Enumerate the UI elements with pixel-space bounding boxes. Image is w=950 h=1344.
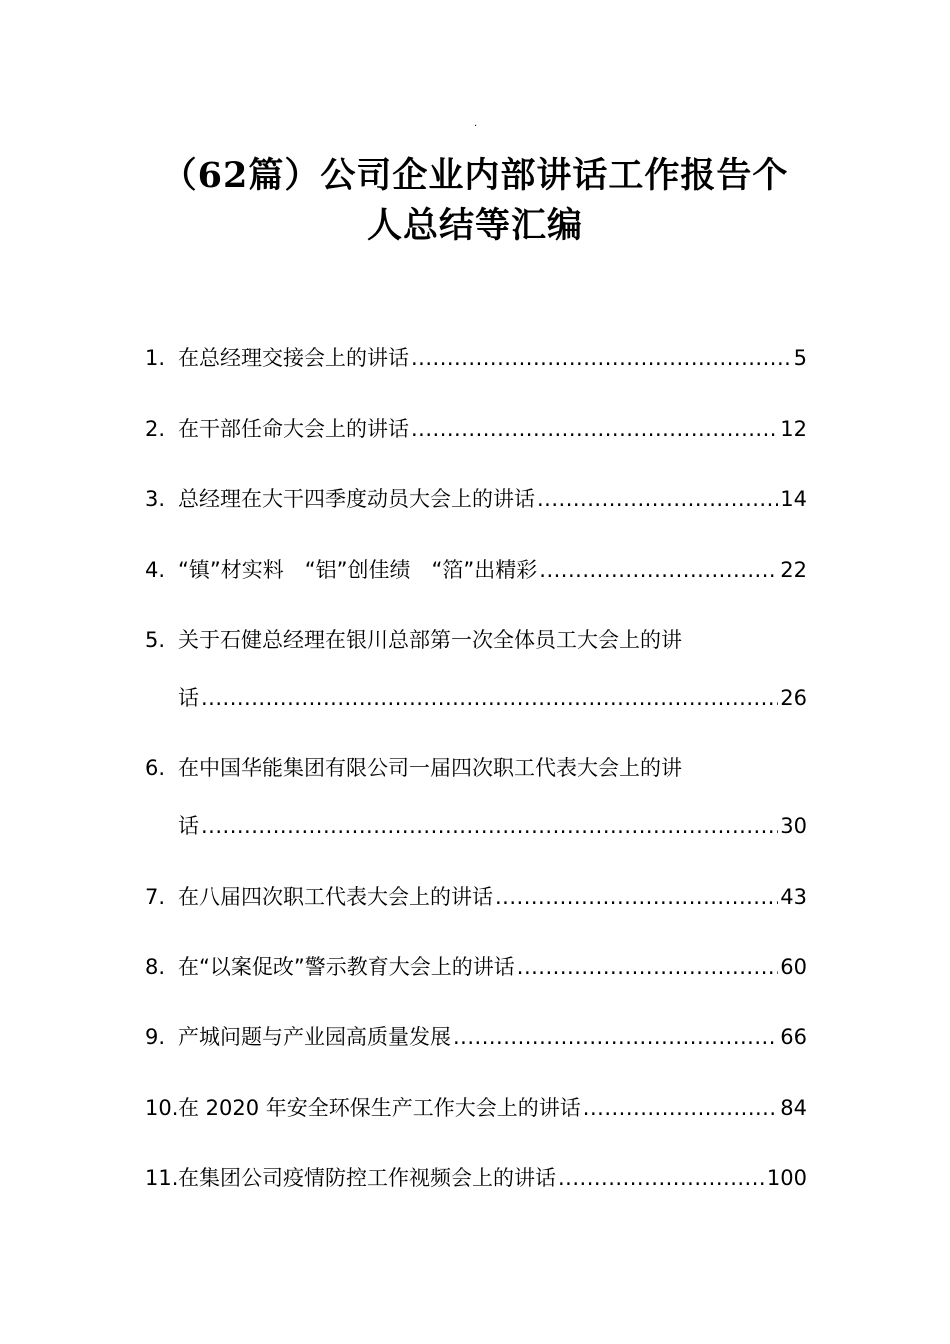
toc-entry-page: 26 — [780, 686, 807, 710]
toc-entry-10[interactable] — [145, 1093, 807, 1123]
toc-entry-number: 3. — [145, 487, 166, 511]
dot-leader — [495, 882, 778, 912]
toc-entry-number: 10. — [145, 1096, 179, 1120]
toc-entry-page: 66 — [780, 1025, 807, 1049]
toc-entry-1[interactable] — [145, 343, 807, 373]
dot-leader — [537, 484, 778, 514]
document-title-line-1: （62篇）公司企业内部讲话工作报告个 — [161, 155, 789, 196]
toc-entry-4[interactable] — [145, 555, 807, 585]
toc-entry-title-continued: 话 — [178, 686, 199, 710]
dot-leader — [201, 811, 778, 841]
toc-entry-number: 1. — [145, 346, 166, 370]
toc-entry-page: 14 — [780, 487, 807, 511]
toc-entry-number: 11. — [145, 1166, 179, 1190]
dot-leader — [411, 343, 792, 373]
toc-entry-page: 5 — [793, 346, 807, 370]
toc-entry-page: 30 — [780, 814, 807, 838]
dot-leader — [583, 1093, 778, 1123]
dot-leader — [453, 1022, 778, 1052]
toc-entry-title: 在 2020 年安全环保生产工作大会上的讲话 — [178, 1096, 581, 1120]
toc-entry-number: 2. — [145, 417, 166, 441]
toc-entry-title: 在总经理交接会上的讲话 — [178, 346, 409, 370]
toc-entry-title: 在八届四次职工代表大会上的讲话 — [178, 885, 493, 909]
toc-entry-page: 100 — [766, 1166, 807, 1190]
toc-entry-number: 5. — [145, 628, 166, 652]
toc-entry-7[interactable] — [145, 882, 807, 912]
toc-entry-title: 总经理在大干四季度动员大会上的讲话 — [178, 487, 535, 511]
toc-entry-11[interactable] — [145, 1163, 807, 1193]
toc-entry-2[interactable] — [145, 414, 807, 444]
toc-entry-title: 关于石健总经理在银川总部第一次全体员工大会上的讲 — [178, 628, 682, 652]
document-title-line-2: 人总结等汇编 — [366, 205, 583, 246]
dot-leader — [411, 414, 778, 444]
toc-entry-title: 产城问题与产业园高质量发展 — [178, 1025, 451, 1049]
toc-entry-number: 8. — [145, 955, 166, 979]
toc-entry-title: 在“以案促改”警示教育大会上的讲话 — [178, 955, 515, 979]
toc-entry-page: 60 — [780, 955, 807, 979]
toc-entry-page: 12 — [780, 417, 807, 441]
toc-entry-number: 9. — [145, 1025, 166, 1049]
toc-entry-3[interactable] — [145, 484, 807, 514]
toc-entry-page: 43 — [780, 885, 807, 909]
dot-leader — [558, 1163, 765, 1193]
toc-entry-title: “镇”材实料 “铝”创佳绩 “箔”出精彩 — [178, 558, 538, 582]
toc-entry-6[interactable] — [145, 753, 807, 841]
toc-entry-page: 84 — [780, 1096, 807, 1120]
toc-entry-title: 在干部任命大会上的讲话 — [178, 417, 409, 441]
toc-entry-5[interactable] — [145, 625, 807, 713]
toc-entry-page: 22 — [780, 558, 807, 582]
toc-entry-number: 4. — [145, 558, 166, 582]
toc-entry-title: 在中国华能集团有限公司一届四次职工代表大会上的讲 — [178, 756, 682, 780]
toc-entry-number: 6. — [145, 756, 166, 780]
dot-leader — [201, 683, 778, 713]
toc-entry-title-continued: 话 — [178, 814, 199, 838]
toc-entry-number: 7. — [145, 885, 166, 909]
toc-entry-8[interactable] — [145, 952, 807, 982]
dot-leader — [539, 555, 778, 585]
dot-leader — [517, 952, 779, 982]
toc-entry-title: 在集团公司疫情防控工作视频会上的讲话 — [178, 1166, 556, 1190]
header-mark: · — [474, 121, 478, 132]
toc-entry-9[interactable] — [145, 1022, 807, 1052]
